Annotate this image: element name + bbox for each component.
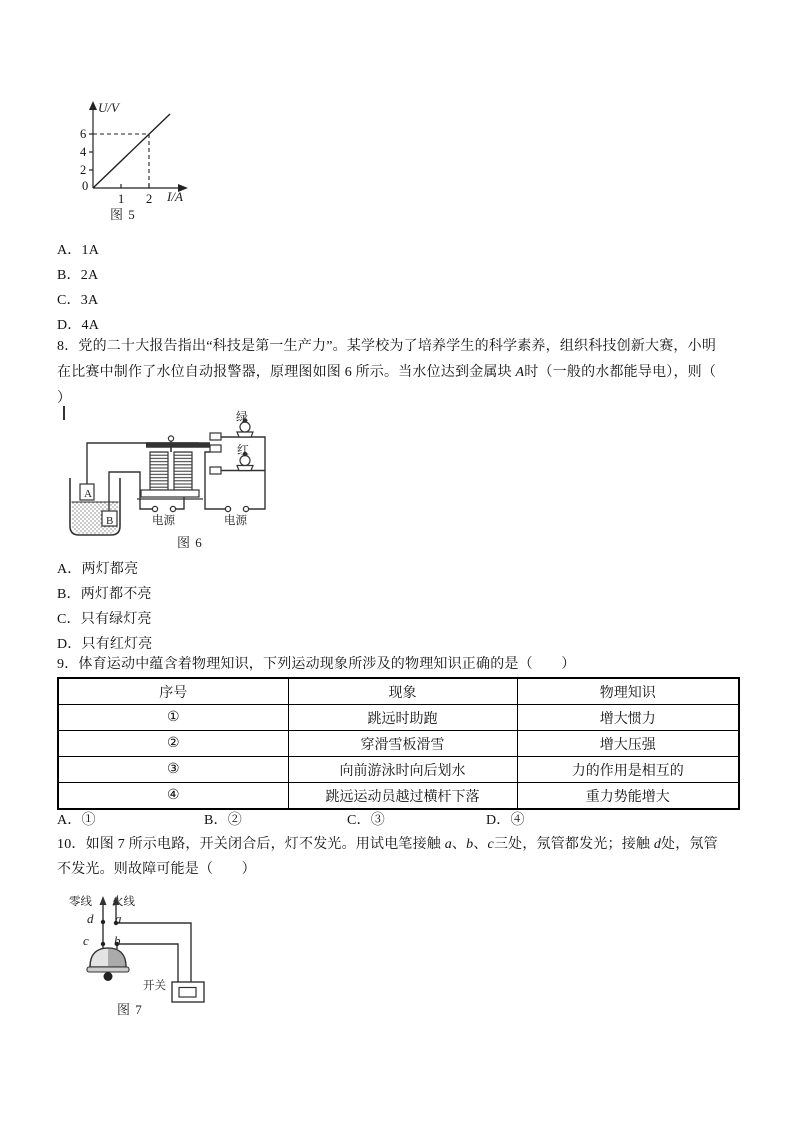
lamp-icon	[87, 948, 129, 981]
figure7-live-label: 火线	[112, 896, 135, 908]
table-row	[58, 705, 739, 731]
table-cell: ③	[58, 757, 288, 783]
figure7-caption: 图 7	[117, 1002, 143, 1017]
figure5-y-tick-4: 4	[80, 145, 87, 159]
question10-separator: 、	[473, 837, 488, 852]
question8-text-line2	[57, 364, 716, 382]
table-cell: ④	[58, 783, 288, 810]
figure7-point-b-label: b	[114, 933, 121, 948]
question7-option-d: D．4A	[57, 318, 100, 333]
table-header-phenomenon: 现象	[288, 678, 517, 705]
question10-text-line1	[57, 836, 718, 854]
table-cell: 穿滑雪板滑雪	[288, 731, 517, 757]
neutral-arrow-icon	[100, 896, 107, 905]
table-cell: ①	[58, 705, 288, 731]
figure7-neutral-label: 零线	[69, 896, 92, 908]
table-header-row	[58, 678, 739, 705]
figure6-block-a-label: A	[84, 488, 92, 500]
question8-line2-part1: 在比赛中制作了水位自动报警器，原理图如图 6 所示。当水位达到金属块	[57, 365, 516, 380]
figure5-x-tick-1: 1	[118, 192, 125, 206]
figure6-red-label: 红	[237, 443, 250, 457]
question10-point-d-var: d	[653, 837, 662, 852]
table-cell: 增大惯力	[517, 705, 739, 731]
question8-option-a: A．两灯都亮	[57, 562, 139, 577]
table-header-index: 序号	[58, 678, 288, 705]
question10-line1-part1: 10．如图 7 所示电路，开关闭合后，灯不发光。用试电笔接触	[57, 837, 445, 852]
question7-option-c: C．3A	[57, 293, 99, 308]
question10-line1-part3: 处，氖管	[661, 837, 718, 852]
table-cell: 向前游泳时向后划水	[288, 757, 517, 783]
question10-point-c-var: c	[487, 837, 494, 852]
figure5-x-tick-2: 2	[146, 192, 153, 206]
figure5-y-axis-label: U/V	[98, 100, 119, 115]
figure6-caption: 图 6	[177, 535, 203, 550]
table-cell: 跳远时助跑	[288, 705, 517, 731]
power-terminals	[152, 506, 248, 511]
question10-point-b-var: b	[466, 837, 474, 852]
question7-option-a: A．1A	[57, 243, 100, 258]
table-cell: 跳远运动员越过横杆下落	[288, 783, 517, 810]
figure6-water-alarm-diagram	[62, 412, 290, 544]
table-cell: ②	[58, 731, 288, 757]
table-cell: 力的作用是相互的	[517, 757, 739, 783]
question10-line1-part2: 三处，氖管都发光；接触	[493, 837, 654, 852]
question9-table	[57, 677, 740, 810]
y-axis-arrow-icon	[89, 101, 97, 110]
figure7-point-d-label: d	[87, 911, 94, 926]
figure7-point-a-label: a	[115, 911, 122, 926]
question8-option-c: C．只有绿灯亮	[57, 612, 152, 627]
figure5-x-axis-label: I/A	[167, 189, 183, 204]
question9-text: 9．体育运动中蕴含着物理知识，下列运动现象所涉及的物理知识正确的是（ ）	[57, 657, 576, 672]
question9-option-a: A．①	[57, 813, 96, 828]
table-row	[58, 731, 739, 757]
figure5-origin-label: 0	[82, 179, 89, 193]
figure6-power-left-label: 电源	[152, 515, 175, 527]
question10-text-line2: 不发光。则故障可能是（ ）	[57, 862, 256, 877]
question9-option-d: D．④	[486, 813, 525, 828]
figure5-data-line	[93, 114, 170, 188]
figure6-block-b-label: B	[106, 515, 114, 527]
question8-option-b: B．两灯都不亮	[57, 587, 152, 602]
question8-text-line1: 8．党的二十大报告指出“科技是第一生产力”。某学校为了培养学生的科学素养，组织科技创新大赛，小明	[57, 339, 717, 354]
figure6-green-label: 绿	[236, 410, 249, 424]
table-row	[58, 783, 739, 810]
question10-separator: 、	[451, 837, 467, 852]
question10-point-a-var: a	[444, 837, 452, 852]
figure7-point-c-label: c	[83, 933, 89, 948]
question8-text-line3: ）	[57, 391, 72, 406]
question8-option-d: D．只有红灯亮	[57, 637, 153, 652]
table-header-knowledge: 物理知识	[517, 678, 739, 705]
table-cell: 重力势能增大	[517, 783, 739, 810]
figure5-caption: 图 5	[110, 207, 136, 222]
question7-option-b: B．2A	[57, 268, 99, 283]
figure5-y-tick-2: 2	[80, 163, 87, 177]
figure5-y-tick-6: 6	[80, 127, 87, 141]
relay-contacts	[210, 433, 221, 474]
question8-line2-part2: 时（一般的水都能导电），则（	[524, 365, 717, 380]
figure7-switch-label: 开关	[143, 980, 166, 992]
switch-icon	[172, 982, 204, 1002]
table-row	[58, 757, 739, 783]
question8-metal-block-var: A	[515, 365, 525, 380]
question9-option-c: C．③	[347, 813, 385, 828]
figure6-power-right-label: 电源	[224, 515, 247, 527]
table-cell: 增大压强	[517, 731, 739, 757]
question9-option-b: B．②	[204, 813, 242, 828]
